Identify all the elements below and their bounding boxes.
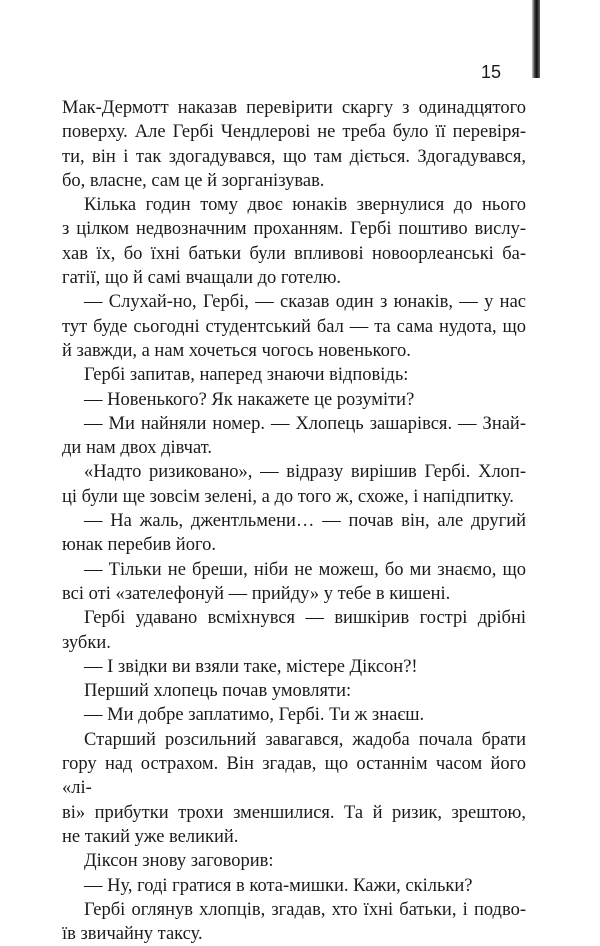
paragraph — [62, 460, 526, 509]
paragraph — [62, 558, 526, 607]
paragraph — [62, 849, 526, 873]
paragraph — [62, 290, 526, 363]
text-line: — На жаль, джентльмени… — почав він, але другий — [84, 511, 526, 532]
text-line: Мак-Дермотт наказав перевірити скаргу з одинадцятого — [62, 98, 526, 118]
text-line: — Ну, годі гратися в кота-мишки. Кажи, скільки? — [84, 875, 473, 896]
text-line: хав їх, бо їхні батьки були впливові новоорлеанські ба- — [62, 243, 526, 264]
page-edge-mark — [532, 0, 540, 78]
paragraph — [62, 509, 526, 558]
paragraph — [62, 728, 526, 849]
text-line: ди нам двох дівчат. — [62, 438, 213, 459]
paragraph — [62, 363, 526, 387]
text-line: Кілька годин тому двоє юнаків звернулися до нього — [84, 195, 526, 216]
paragraph — [62, 96, 526, 193]
text-line: з цілком недвозначним проханням. Гербі поштиво вислу- — [62, 219, 526, 240]
text-line: й завжди, а нам хочеться чогось новенького. — [62, 340, 411, 361]
paragraph — [62, 703, 526, 727]
text-line: тут буде сьогодні студентський бал — та сама нудота, що — [62, 316, 526, 337]
text-line: — І звідки ви взяли таке, містере Діксон?! — [84, 656, 418, 677]
text-line: Гербі запитав, наперед знаючи відповідь: — [84, 365, 409, 386]
text-line: — Тільки не бреши, ніби не можеш, бо ми знаємо, що — [84, 559, 526, 580]
text-line: — Слухай-но, Гербі, — сказав один з юнаків, — у нас — [84, 292, 526, 313]
text-line: юнак перебив його. — [62, 535, 216, 556]
page-number: 15 — [481, 62, 502, 82]
text-line: всі оті «зателефонуй — прийду» у тебе в кишені. — [62, 583, 451, 604]
text-line: Гербі оглянув хлопців, згадав, хто їхні батьки, і подво- — [84, 899, 526, 920]
text-line: — Ми найняли номер. — Хлопець зашарівся. — Знай- — [84, 413, 526, 434]
text-line: гатії, що й самі вчащали до готелю. — [62, 268, 342, 289]
text-line: ці були ще зовсім зелені, а до того ж, схоже, і напідпитку. — [62, 486, 514, 507]
paragraph — [62, 193, 526, 290]
text-line: не такий уже великий. — [62, 826, 239, 847]
text-line: Гербі удавано всміхнувся — вишкірив гострі дрібні зубки. — [62, 608, 526, 653]
body-text — [62, 96, 526, 946]
text-line: Діксон знову заговорив: — [84, 851, 274, 872]
text-line: ти, він і так здогадувався, що там діється. Здогадувався, — [62, 146, 526, 167]
paragraph — [62, 655, 526, 679]
text-line: ві» прибутки трохи зменшилися. Та й ризик, зрештою, — [62, 802, 526, 823]
paragraph — [62, 606, 526, 655]
text-line: гору над острахом. Він згадав, що останнім часом його «лі- — [62, 754, 526, 799]
paragraph — [62, 679, 526, 703]
paragraph — [62, 412, 526, 461]
text-line: Перший хлопець почав умовляти: — [84, 681, 352, 702]
text-line: «Надто ризиковано», — відразу вирішив Гербі. Хлоп- — [84, 462, 526, 483]
paragraph — [62, 388, 526, 412]
text-line: — Ми добре заплатимо, Гербі. Ти ж знаєш. — [84, 705, 425, 726]
text-line: — Новенького? Як накажете це розуміти? — [84, 389, 415, 410]
text-line: поверху. Але Гербі Чендлерові не треба було її перевіря- — [62, 122, 526, 143]
text-line: їв звичайну таксу. — [62, 924, 203, 945]
paragraph — [62, 898, 526, 946]
text-line: бо, власне, сам це й зорганізував. — [62, 170, 325, 191]
paragraph — [62, 874, 526, 898]
text-line: Старший розсильний завагався, жадоба почала брати — [84, 729, 526, 750]
